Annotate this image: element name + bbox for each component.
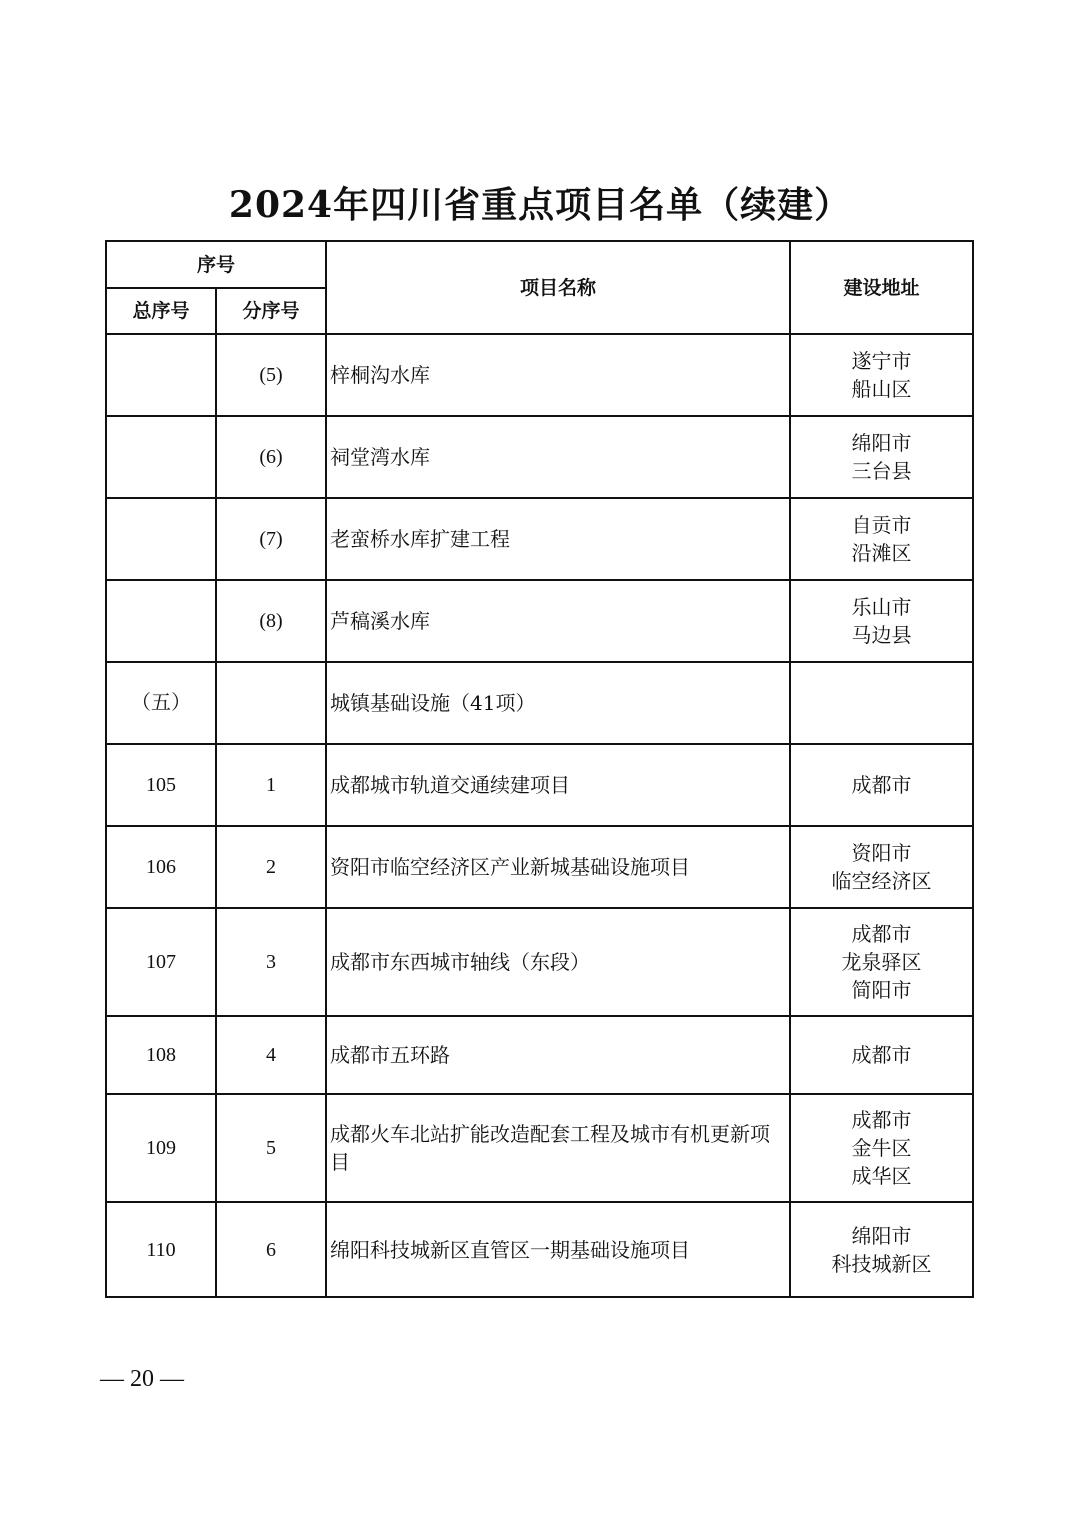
project-name-cell: 成都市五环路 <box>326 1016 790 1094</box>
location-line: 成都市 <box>851 1108 912 1132</box>
location-line: 金牛区 <box>851 1136 912 1160</box>
sub-seq-cell: (8) <box>216 580 326 662</box>
table-row <box>106 580 973 662</box>
total-seq-cell <box>106 498 216 580</box>
location-line: 马边县 <box>851 623 912 647</box>
location-cell <box>790 744 973 826</box>
location-line: 遂宁市 <box>851 349 912 373</box>
location-line: 简阳市 <box>851 978 912 1002</box>
location-line: 绵阳市 <box>851 431 912 455</box>
header-sub-seq: 分序号 <box>216 288 326 334</box>
location-cell <box>790 662 973 744</box>
table-row <box>106 416 973 498</box>
total-seq-cell: 108 <box>106 1016 216 1094</box>
project-name-cell: 祠堂湾水库 <box>326 416 790 498</box>
total-seq-cell: 106 <box>106 826 216 908</box>
total-seq-cell: 110 <box>106 1202 216 1297</box>
sub-seq-cell: 5 <box>216 1094 326 1202</box>
sub-seq-cell: 4 <box>216 1016 326 1094</box>
location-line: 沿滩区 <box>851 541 912 565</box>
category-number-cell: （五） <box>106 662 216 744</box>
project-name-cell: 绵阳科技城新区直管区一期基础设施项目 <box>326 1202 790 1297</box>
location-cell <box>790 1016 973 1094</box>
table-row <box>106 1094 973 1202</box>
table-row <box>106 498 973 580</box>
location-line: 成都市 <box>851 1043 912 1067</box>
location-cell <box>790 580 973 662</box>
sub-seq-cell: (5) <box>216 334 326 416</box>
location-cell <box>790 334 973 416</box>
location-line: 三台县 <box>851 459 912 483</box>
total-seq-cell: 105 <box>106 744 216 826</box>
location-cell <box>790 908 973 1016</box>
location-cell <box>790 498 973 580</box>
total-seq-cell: 107 <box>106 908 216 1016</box>
location-cell <box>790 416 973 498</box>
project-name-cell: 梓桐沟水库 <box>326 334 790 416</box>
project-table <box>105 240 974 1298</box>
page-number: — 20 — <box>100 1366 184 1392</box>
sub-seq-cell: (6) <box>216 416 326 498</box>
sub-seq-cell: (7) <box>216 498 326 580</box>
table-row <box>106 744 973 826</box>
table-row <box>106 1202 973 1297</box>
project-name-cell: 成都市东西城市轴线（东段） <box>326 908 790 1016</box>
location-line: 自贡市 <box>851 513 912 537</box>
project-name-cell: 芦稿溪水库 <box>326 580 790 662</box>
header-location: 建设地址 <box>790 241 973 334</box>
project-name-cell: 成都火车北站扩能改造配套工程及城市有机更新项目 <box>326 1094 790 1202</box>
location-cell <box>790 1094 973 1202</box>
location-cell <box>790 826 973 908</box>
location-line: 成都市 <box>851 773 912 797</box>
header-total-seq: 总序号 <box>106 288 216 334</box>
project-name-cell: 成都城市轨道交通续建项目 <box>326 744 790 826</box>
sub-seq-cell: 3 <box>216 908 326 1016</box>
table-row <box>106 826 973 908</box>
total-seq-cell <box>106 334 216 416</box>
category-name-cell: 城镇基础设施（41项） <box>326 662 790 744</box>
location-line: 成华区 <box>851 1164 912 1188</box>
sub-seq-cell: 2 <box>216 826 326 908</box>
total-seq-cell <box>106 580 216 662</box>
location-line: 资阳市 <box>851 841 912 865</box>
location-line: 临空经济区 <box>831 869 932 893</box>
table-row <box>106 908 973 1016</box>
project-name-cell: 老蛮桥水库扩建工程 <box>326 498 790 580</box>
sub-seq-cell: 6 <box>216 1202 326 1297</box>
table-row <box>106 334 973 416</box>
location-line: 绵阳市 <box>851 1223 912 1248</box>
total-seq-cell: 109 <box>106 1094 216 1202</box>
location-line: 成都市 <box>851 922 912 946</box>
project-name-cell: 资阳市临空经济区产业新城基础设施项目 <box>326 826 790 908</box>
location-line: 龙泉驿区 <box>841 950 922 974</box>
location-line: 船山区 <box>851 377 912 401</box>
header-seq-group: 序号 <box>106 241 326 288</box>
page-title: 2024年四川省重点项目名单（续建） <box>228 184 852 226</box>
table-row <box>106 1016 973 1094</box>
sub-seq-cell <box>216 662 326 744</box>
location-line: 科技城新区 <box>831 1251 932 1276</box>
total-seq-cell <box>106 416 216 498</box>
sub-seq-cell: 1 <box>216 744 326 826</box>
location-line: 乐山市 <box>851 595 912 619</box>
category-row <box>106 662 973 744</box>
header-project-name: 项目名称 <box>326 241 790 334</box>
location-cell <box>790 1202 973 1297</box>
